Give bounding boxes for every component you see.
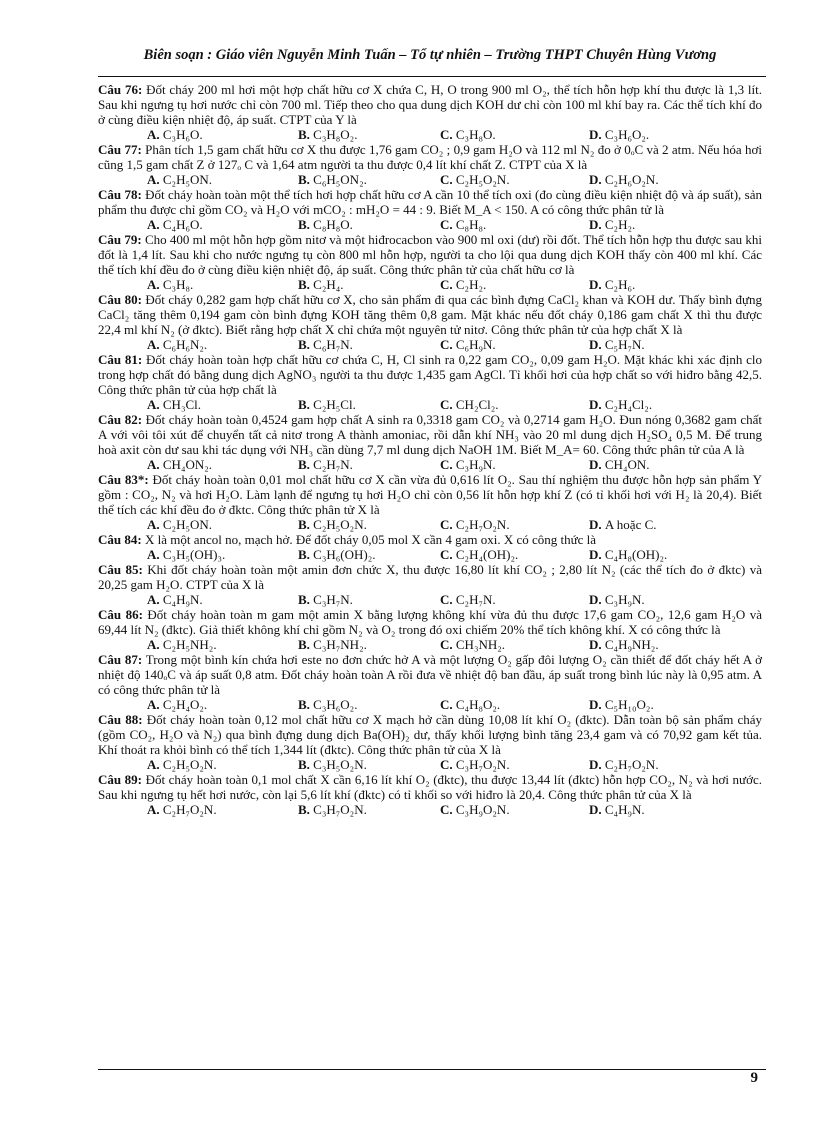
answer-option: A. C₂H₅ON. — [147, 517, 213, 532]
answer-option: A. C₂H₅O₂N. — [147, 757, 217, 772]
question-text — [98, 292, 762, 337]
answer-option: D. C₂H₆. — [589, 277, 636, 292]
answer-options — [98, 457, 762, 472]
answer-options — [98, 277, 762, 292]
question-text — [98, 82, 762, 127]
answer-options — [98, 217, 762, 232]
answer-options — [98, 802, 762, 817]
footer-rule — [98, 1069, 766, 1070]
answer-option: A. C₄H₆O. — [147, 217, 203, 232]
question-list — [98, 82, 762, 817]
answer-option: A. C₂H₄O₂. — [147, 697, 208, 712]
question-block — [98, 472, 762, 532]
answer-option: B. C₃H₇N. — [298, 592, 353, 607]
answer-option: D. C₄H₉NH₂. — [589, 637, 659, 652]
question-block — [98, 82, 762, 142]
answer-option: C. C₂H₅O₂N. — [440, 172, 510, 187]
question-body: Đốt cháy 200 ml hơi một hợp chất hữu cơ X chứa C, H, O trong 900 ml O₂, thể tích hỗn hợp khí thu được là 1,3 lít. Sau khi ngưng tụ hơi nước chỉ còn 700 ml. Tiếp theo cho qua dung dịch KOH dư chỉ còn 100 ml khí bay ra. Các thể tích khí đo ở cùng điều kiện nhiệt độ, áp suất. CTPT của Y là — [98, 82, 763, 127]
question-label: Câu 82: — [98, 412, 143, 427]
question-body: Đốt cháy hoàn toàn một thể tích hơi hợp chất hữu cơ A cần 10 thể tích oxi (đo cùng điều kiện nhiệt độ và áp suất), sản phẩm thu được chỉ gồm CO₂ và H₂O với mCO₂ : mH₂O = 44 : 9. Biết M_A < 150. A có công thức phân tử là — [98, 187, 762, 217]
question-text — [98, 532, 762, 547]
question-block — [98, 772, 762, 817]
question-label: Câu 83*: — [98, 472, 149, 487]
answer-option: D. C₅H₇N. — [589, 337, 645, 352]
question-block — [98, 652, 762, 712]
answer-option: B. C₃H₆(OH)₂. — [298, 547, 376, 562]
answer-option: B. C₃H₈O₂. — [298, 127, 358, 142]
answer-option: C. C₃H₉O₂N. — [440, 802, 510, 817]
question-text — [98, 607, 762, 637]
answer-option: B. C₃H₇NH₂. — [298, 637, 367, 652]
answer-options — [98, 397, 762, 412]
answer-option: A. C₃H₅(OH)₃. — [147, 547, 226, 562]
header-rule — [98, 76, 766, 77]
answer-options — [98, 637, 762, 652]
answer-option: D. A hoặc C. — [589, 517, 657, 532]
question-label: Câu 81: — [98, 352, 143, 367]
answer-option: A. C₂H₅NH₂. — [147, 637, 217, 652]
answer-option: C. C₂H₂. — [440, 277, 487, 292]
question-body: Phân tích 1,5 gam chất hữu cơ X thu được 1,76 gam CO₂ ; 0,9 gam H₂O và 112 ml N₂ đo ở 0ₒC và 2 atm. Nếu hóa hơi cũng 1,5 gam chất Z ở 127ₒ C và 1,64 atm người ta thu được 0,4 lít khí chất Z. CTPT của X là — [98, 142, 763, 172]
question-label: Câu 86: — [98, 607, 143, 622]
question-label: Câu 84: — [98, 532, 142, 547]
question-label: Câu 87: — [98, 652, 143, 667]
question-body: Trong một bình kín chứa hơi este no đơn chức hở A và một lượng O₂ gấp đôi lượng O₂ cần thiết để đốt cháy hết A ở nhiệt độ 140ₒC và áp suất 0,8 atm. Đốt cháy hoàn toàn A rồi đưa về nhiệt độ ban đầu, áp suất trong bình lúc này là 0,95 atm. A có công thức phân tử là — [98, 652, 763, 697]
answer-option: D. C₂H₂. — [589, 217, 636, 232]
answer-options — [98, 127, 762, 142]
answer-option: B. C₆H₇N. — [298, 337, 353, 352]
page-header: Biên soạn : Giáo viên Nguyễn Minh Tuấn – Tổ tự nhiên – Trường THPT Chuyên Hùng Vương — [143, 47, 717, 63]
answer-option: C. C₃H₈O. — [440, 127, 496, 142]
question-block — [98, 607, 762, 652]
question-text — [98, 142, 762, 172]
question-text — [98, 562, 762, 592]
question-body: Cho 400 ml một hỗn hợp gồm nitơ và một hiđrocacbon vào 900 ml oxi (dư) rồi đốt. Thể tích hỗn hợp thu được sau khi đốt là 1,4 lít. Sau khi cho nước ngưng tụ còn 800 ml hỗn hợp, người ta cho lội qua dung dịch KOH thấy còn 400 ml khí. Các thể tích khí đều đo ở cùng điều kiện nhiệt độ, áp suất. Công thức phân tử của chất hữu cơ là — [98, 232, 762, 277]
question-text — [98, 772, 762, 802]
answer-option: A. C₃H₆O. — [147, 127, 203, 142]
question-block — [98, 532, 762, 562]
question-text — [98, 187, 762, 217]
question-label: Câu 78: — [98, 187, 142, 202]
answer-option: D. C₃H₆O₂. — [589, 127, 650, 142]
question-label: Câu 88: — [98, 712, 143, 727]
question-block — [98, 142, 762, 187]
answer-option: A. C₂H₅ON. — [147, 172, 213, 187]
question-block — [98, 712, 762, 772]
question-label: Câu 76: — [98, 82, 143, 97]
question-label: Câu 80: — [98, 292, 142, 307]
question-body: Đốt cháy hoàn toàn m gam một amin X bằng lượng không khí vừa đủ thu được 17,6 gam CO₂, 12,6 gam H₂O và 69,44 lít N₂ (đktc). Giả thiết không khí chỉ gồm N₂ và O₂ trong đó oxi chiếm 20% thể tích không khí. X có công thức là — [98, 607, 762, 637]
question-body: Đốt cháy hoàn toàn 0,4524 gam hợp chất A sinh ra 0,3318 gam CO₂ và 0,2714 gam H₂O. Đun nóng 0,3682 gam chất A với vôi tôi xút để chuyển tất cả nitơ trong A thành amoniac, rồi dẫn khí NH₃ vào 20 ml dung dịch H₂SO₄ 0,5 M. Để trung hoà axit còn dư sau khi tác dụng với NH₃ cần dùng 7,7 ml dung dịch NaOH 1M. Biết M_A= 60. Công thức phân tử của A là — [98, 412, 762, 457]
answer-options — [98, 697, 762, 712]
question-body: Đốt cháy hoàn toàn 0,12 mol chất hữu cơ X mạch hở cần dùng 10,08 lít khí O₂ (đktc). Dẫn toàn bộ sản phẩm cháy (gồm CO₂, H₂O và N₂) qua bình đựng dung dịch Ba(OH)₂ dư, thấy khối lượng bình tăng 23,4 gam và có 70,92 gam kết tủa. Khí thoát ra khỏi bình có thể tích 1,344 lít (đktc). Công thức phân tử của X là — [98, 712, 763, 757]
question-label: Câu 79: — [98, 232, 142, 247]
answer-option: D. C₅H₁₀O₂. — [589, 697, 654, 712]
question-body: Đốt cháy hoàn toàn hợp chất hữu cơ chứa C, H, Cl sinh ra 0,22 gam CO₂, 0,09 gam H₂O. Mặt khác khi xác định clo trong hợp chất đó bằng dung dịch AgNO₃ người ta thu được 1,435 gam AgCl. Tỉ khối hơi của hợp chất so với hiđro bằng 42,5. Công thức phân tử của hợp chất là — [98, 352, 763, 397]
question-block — [98, 352, 762, 412]
answer-option: B. C₂H₅Cl. — [298, 397, 356, 412]
answer-option: D. C₄H₉N. — [589, 802, 645, 817]
answer-option: B. C₂H₄. — [298, 277, 344, 292]
answer-options — [98, 172, 762, 187]
answer-option: C. C₆H₉N. — [440, 337, 496, 352]
answer-option: C. C₂H₇O₂N. — [440, 517, 510, 532]
answer-option: A. CH₄ON₂. — [147, 457, 213, 472]
question-body: Đốt cháy hoàn toàn 0,1 mol chất X cần 6,16 lít khí O₂ (đktc), thu được 13,44 lít (đktc) hỗn hợp CO₂, N₂ và hơi nước. Sau khi ngưng tụ hết hơi nước, còn lại 5,6 lít khí (đktc) có tỉ khối so với hiđro là 20,4. Công thức phân tử của X là — [98, 772, 762, 802]
answer-options — [98, 547, 762, 562]
question-label: Câu 85: — [98, 562, 143, 577]
answer-option: C. C₂H₇N. — [440, 592, 496, 607]
question-block — [98, 562, 762, 607]
answer-option: D. C₃H₉N. — [589, 592, 645, 607]
question-label: Câu 89: — [98, 772, 143, 787]
answer-option: B. C₃H₇O₂N. — [298, 802, 367, 817]
question-text — [98, 412, 762, 457]
answer-option: A. C₄H₉N. — [147, 592, 203, 607]
question-text — [98, 232, 762, 277]
answer-options — [98, 757, 762, 772]
answer-option: C. C₂H₄(OH)₂. — [440, 547, 519, 562]
answer-option: B. C₃H₅O₂N. — [298, 757, 367, 772]
answer-options — [98, 337, 762, 352]
question-body: Đốt cháy hoàn toàn 0,01 mol chất hữu cơ X cần vừa đủ 0,616 lít O₂. Sau thí nghiệm thu được hỗn hợp sản phẩm Y gồm : CO₂, N₂ và hơi H₂O. Làm lạnh để ngưng tụ hơi H₂O chỉ còn 0,56 lít hỗn hợp khí Z (có tỉ khối hơi với H₂ là 20,4). Biết thể tích các khí đều đo ở đktc. Công thức phân tử X là — [98, 472, 762, 517]
question-block — [98, 187, 762, 232]
answer-option: B. C₂H₇N. — [298, 457, 353, 472]
question-body: Khi đốt cháy hoàn toàn một amin đơn chức X, thu được 16,80 lít khí CO₂ ; 2,80 lít N₂ (các thể tích đo ở đktc) và 20,25 gam H₂O. CTPT của X là — [98, 562, 763, 592]
question-body: Đốt cháy 0,282 gam hợp chất hữu cơ X, cho sản phẩm đi qua các bình đựng CaCl₂ khan và KOH dư. Thấy bình đựng CaCl₂ tăng thêm 0,194 gam còn bình đựng KOH tăng thêm 0,8 gam. Mặt khác nếu đốt cháy 0,186 gam chất X thì thu được 22,4 ml khí N₂ (ở đktc). Biết rằng hợp chất X chỉ chứa một nguyên tử nitơ. Công thức phân tử của hợp chất X là — [98, 292, 763, 337]
question-text — [98, 712, 762, 757]
answer-option: D. C₂H₇O₂N. — [589, 757, 659, 772]
answer-option: C. C₄H₈O₂. — [440, 697, 501, 712]
answer-option: D. CH₄ON. — [589, 457, 650, 472]
answer-option: D. C₄H₈(OH)₂. — [589, 547, 668, 562]
answer-option: D. C₂H₆O₂N. — [589, 172, 659, 187]
answer-options — [98, 592, 762, 607]
answer-option: D. C₂H₄Cl₂. — [589, 397, 653, 412]
question-block — [98, 232, 762, 292]
question-text — [98, 472, 762, 517]
answer-option: C. C₃H₉N. — [440, 457, 496, 472]
answer-option: C. CH₂Cl₂. — [440, 397, 499, 412]
answer-option: A. CH₃Cl. — [147, 397, 202, 412]
answer-option: A. C₃H₈. — [147, 277, 194, 292]
answer-option: B. C₃H₆O₂. — [298, 697, 358, 712]
answer-option: C. CH₃NH₂. — [440, 637, 506, 652]
question-block — [98, 412, 762, 472]
answer-option: B. C₂H₅O₂N. — [298, 517, 367, 532]
answer-option: C. C₃H₇O₂N. — [440, 757, 510, 772]
question-block — [98, 292, 762, 352]
answer-option: A. C₆H₆N₂. — [147, 337, 208, 352]
question-body: X là một ancol no, mạch hở. Để đốt cháy 0,05 mol X cần 4 gam oxi. X có công thức là — [144, 532, 597, 547]
answer-option: B. C₈H₈O. — [298, 217, 353, 232]
answer-options — [98, 517, 762, 532]
answer-option: C. C₈H₈. — [440, 217, 487, 232]
question-text — [98, 352, 762, 397]
answer-option: A. C₂H₇O₂N. — [147, 802, 217, 817]
question-text — [98, 652, 762, 697]
answer-option: B. C₆H₅ON₂. — [298, 172, 367, 187]
question-label: Câu 77: — [98, 142, 142, 157]
page-number: 9 — [750, 1070, 758, 1086]
